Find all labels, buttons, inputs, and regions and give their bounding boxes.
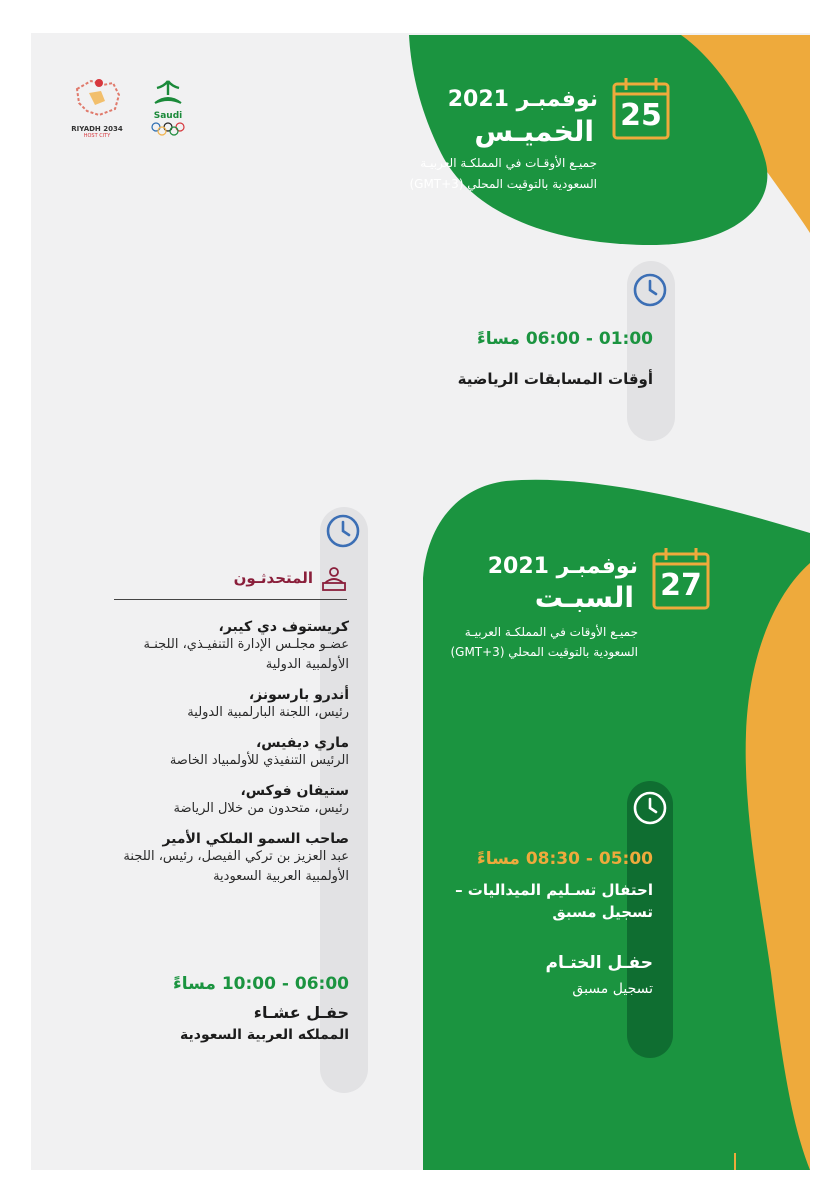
speaker-name: ستيفان فوكس، [240,783,349,799]
riyadh-2034-logo [69,75,125,141]
speakers-heading-underline [114,599,347,601]
clock-icon [325,513,361,549]
speakers-heading: المتحدثـون [233,569,313,587]
olympic-rings-icon [147,122,189,136]
day2-event1-title-line2: تسجيل مسبق [552,903,653,921]
speaker-item [109,735,349,771]
riyadh-logo-text: RIYADH 2034 [71,125,123,133]
day1-weekday: الخميـس [474,115,594,148]
speaker-role: الرئيس التنفيذي للأولمبياد الخاصة [169,753,349,768]
day1-calendar-icon [612,76,670,140]
speaker-name: كريستوف دي كيبر، [218,619,349,635]
day2-note-line2: السعودية بالتوقيت المحلي (GMT+3) [450,645,638,659]
day2-clock [632,790,668,826]
day1-note-line2: السعودية بالتوقيت المحلي (GMT+3) [409,177,597,191]
saudi-olympic-logo [147,79,189,139]
speaker-item [109,831,349,887]
dinner-title: حفـل عشـاء [253,1003,349,1022]
speakers-heading-row [114,563,347,600]
saudi-logo-text: Saudi [153,111,183,121]
riyadh-logo-subtext: HOST CITY [83,133,111,139]
agenda-page [31,33,810,1170]
speaker-name: ماري ديفيس، [255,735,349,751]
speaker-name: أندرو بارسونز، [248,687,349,703]
clock-icon [632,272,668,308]
day1-event-title: أوقات المسابقات الرياضية [457,370,653,388]
day2-calendar-icon [652,546,710,610]
speaker-role: رئيس، اللجنة البارلمبية الدولية [187,705,349,720]
speaker-item [109,783,349,819]
day2-event2-sub: تسجيل مسبق [572,981,653,997]
day2-note-line1: جميـع الأوقات في المملكـة العربيـة [464,625,638,639]
speaker-role: عبد العزيز بن تركي الفيصل، رئيس، اللجنة [123,849,349,864]
day1-note-line1: جميـع الأوقـات في المملكـة العربيـة [420,156,597,170]
day2-event2-title: حفـل الختـام [545,953,653,973]
day2-weekday: السبـت [534,581,634,614]
speaker-role: رئيس، متحدون من خلال الرياضة [173,801,349,816]
saudi-palm-swords-icon [147,79,189,109]
speaker-podium-icon [321,567,347,591]
clock-icon [632,790,668,826]
speakers-list [109,619,349,899]
speakers-clock [325,513,361,549]
day1-date: نوفمبـر 2021 [447,87,598,112]
dinner-time: 06:00 - 10:00 مساءً [173,974,349,994]
day1-number: 25 [620,98,662,133]
speaker-name: صاحب السمو الملكي الأمير [162,831,349,847]
day2-date: نوفمبـر 2021 [487,554,638,579]
speaker-item [109,687,349,723]
speaker-role: عضـو مجلـس الإدارة التنفيـذي، اللجنـة [143,637,349,652]
dinner-place: المملكه العربية السعودية [180,1027,349,1043]
day1-clock [632,272,668,308]
day2-event1-time: 05:00 - 08:30 مساءً [477,849,653,869]
day2-event1-title-line1: احتفال تسـليم الميداليات – [455,881,653,899]
day1-event-time: 01:00 - 06:00 مساءً [477,329,653,349]
day2-number: 27 [660,568,702,603]
saudi-map-icon [69,75,125,121]
speaker-role: الأولمبية العربية السعودية [213,869,349,884]
speaker-role: الأولمبية الدولية [265,657,349,672]
speaker-item [109,619,349,675]
